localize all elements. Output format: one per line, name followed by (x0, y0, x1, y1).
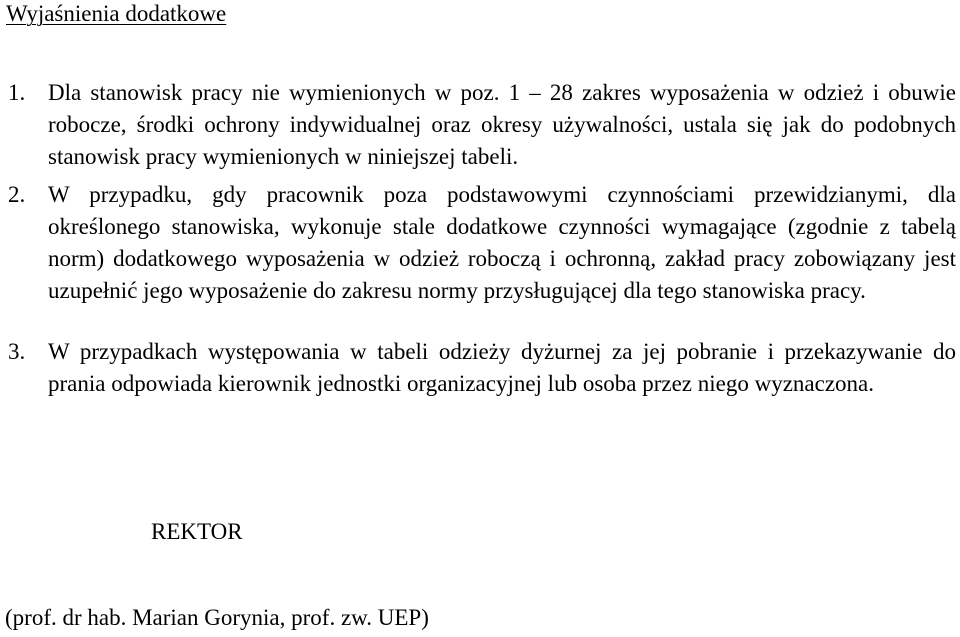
signatory-title: REKTOR (151, 519, 243, 544)
list-item-number: 2. (8, 182, 26, 207)
list-item-number: 1. (8, 80, 26, 105)
list-item-number: 3. (8, 339, 26, 364)
list-item (8, 336, 956, 400)
list-item (8, 77, 956, 173)
list-item-text: W przypadkach występowania w tabeli odzieży dyżurnej za jej pobranie i przekazywanie do prania odpowiada kierownik jednostki organizacyjnej lub osoba przez niego wyznaczona. (48, 339, 956, 396)
list-item-text: Dla stanowisk pracy nie wymienionych w poz. 1 – 28 zakres wyposażenia w odzież i obuwie robocze, środki ochrony indywidualnej oraz okresy używalności, ustala się jak do podobnych stanowisk pracy wymienionych w niniejszej tabeli. (48, 80, 956, 169)
section-heading: Wyjaśnienia dodatkowe (6, 1, 227, 26)
list-item-text: W przypadku, gdy pracownik poza podstawowymi czynnościami przewidzianymi, dla określonego stanowiska, wykonuje stale dodatkowe czynności wymagające (zgodnie z tabelą norm) dodatkowego wyposażenia w odzież roboczą i ochronną, zakład pracy zobowiązany jest uzupełnić jego wyposażenie do zakresu normy przysługującej dla tego stanowiska pracy. (48, 182, 956, 303)
list-item (8, 179, 956, 307)
signatory-name: (prof. dr hab. Marian Gorynia, prof. zw. UEP) (5, 605, 429, 630)
